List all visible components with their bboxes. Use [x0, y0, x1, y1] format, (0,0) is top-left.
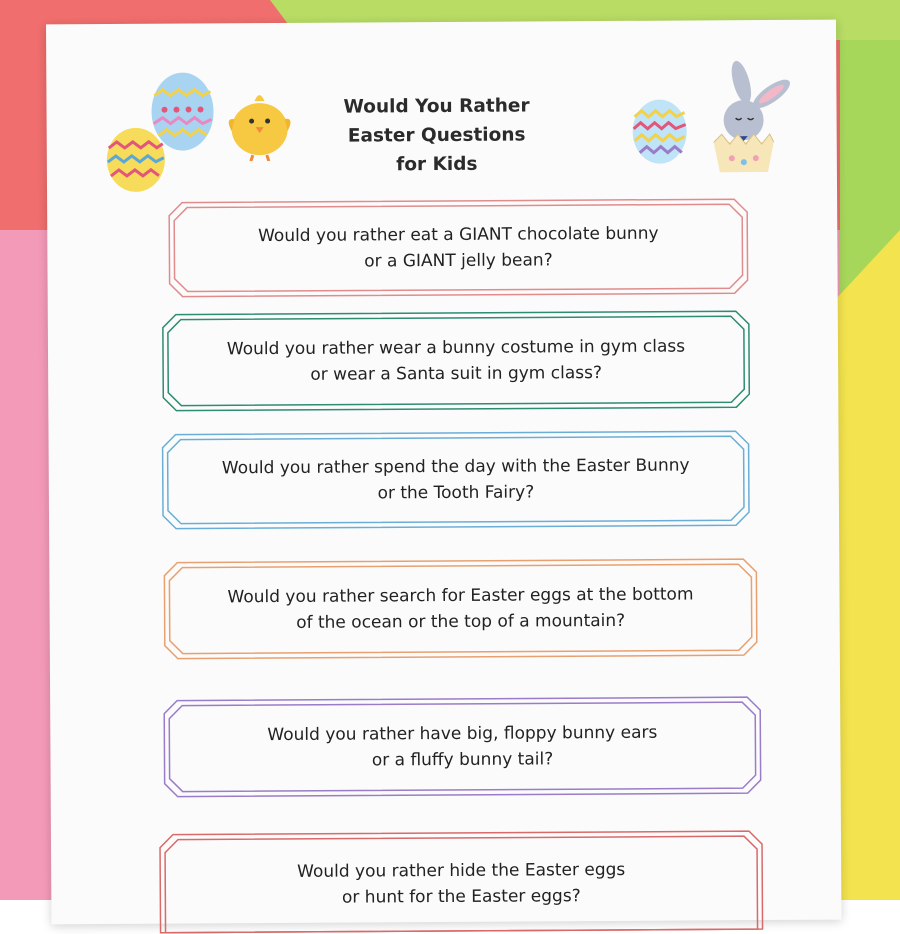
question-text [163, 696, 762, 798]
question-line: or a GIANT jelly bean? [364, 250, 553, 272]
worksheet-paper [46, 20, 841, 925]
question-card [163, 558, 758, 660]
easter-egg-icon [150, 69, 214, 151]
question-line: or a fluffy bunny tail? [371, 749, 554, 771]
chick-icon [224, 87, 294, 161]
question-text [163, 558, 758, 660]
question-card [168, 198, 749, 298]
question-line: or hunt for the Easter eggs? [341, 886, 581, 908]
question-line: or the Tooth Fairy? [377, 482, 535, 504]
page-title [331, 91, 542, 179]
question-card [162, 430, 751, 530]
question-card [163, 696, 762, 798]
question-line: Would you rather search for Easter eggs at the bottom [227, 584, 694, 608]
easter-egg-icon [631, 96, 687, 164]
question-line: Would you rather hide the Easter eggs [297, 859, 626, 882]
question-line: Would you rather wear a bunny costume in gym class [226, 336, 686, 360]
question-text [162, 310, 751, 412]
question-text [162, 430, 751, 530]
title-line: Would You Rather [343, 95, 530, 118]
question-line: Would you rather spend the day with the Easter Bunny [221, 455, 690, 479]
title-line: for Kids [396, 153, 478, 176]
question-card [159, 830, 764, 934]
question-text [159, 830, 764, 934]
easter-bunny-icon [701, 60, 802, 177]
question-line: Would you rather have big, floppy bunny ears [267, 722, 658, 746]
question-line: or wear a Santa suit in gym class? [310, 363, 603, 385]
question-card [162, 310, 751, 412]
title-line: Easter Questions [347, 124, 526, 147]
question-line: of the ocean or the top of a mountain? [296, 610, 626, 633]
question-line: Would you rather eat a GIANT chocolate bunny [258, 223, 659, 247]
question-text [168, 198, 749, 298]
